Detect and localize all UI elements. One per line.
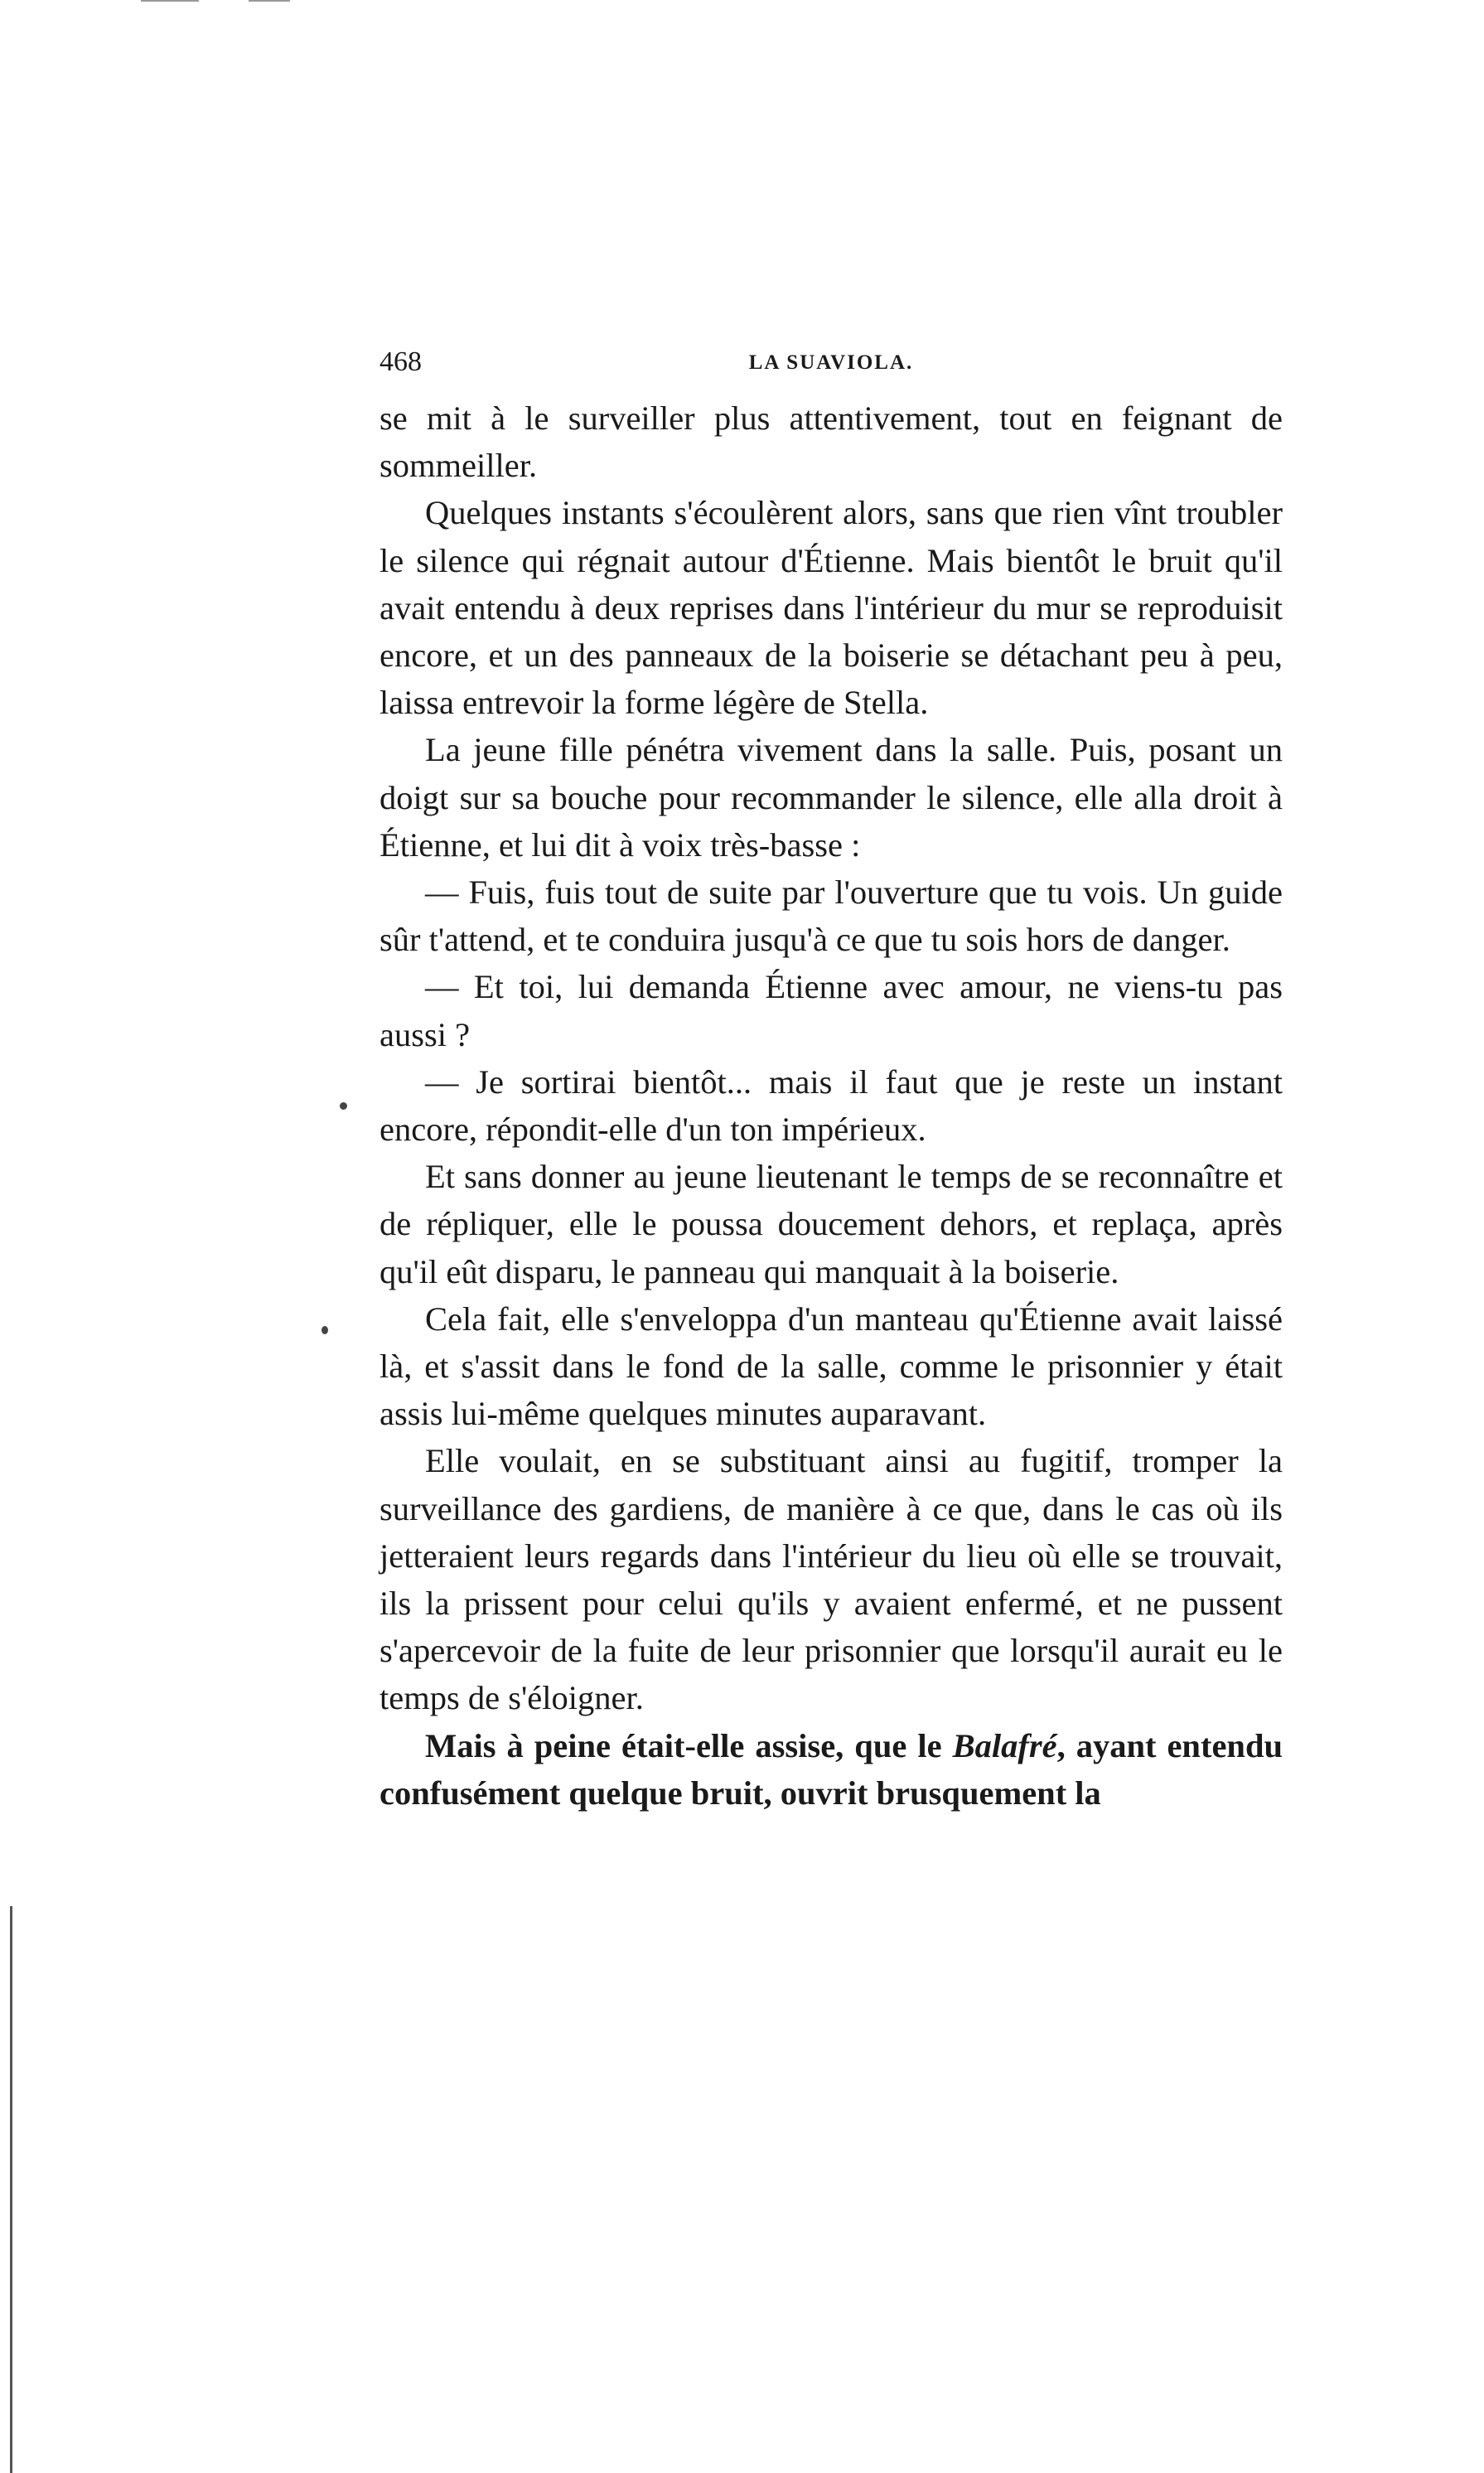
paragraph: La jeune fille pénétra vivement dans la salle. Puis, posant un doigt sur sa bouche pour recommander le silence, elle alla droit à Étienne, et lui dit à voix très-basse : [379, 731, 1283, 864]
paragraph: Et sans donner au jeune lieutenant le temps de se reconnaître et de répliquer, elle le poussa doucement dehors, et replaça, après qu'il eût disparu, le panneau qui manquait à la boiserie. [379, 1158, 1283, 1290]
paragraph: se mit à le surveiller plus attentivement, tout en feignant de sommeiller. [379, 399, 1283, 485]
dialogue-line: — Je sortirai bientôt... mais il faut que je reste un instant encore, répondit-elle d'un ton impérieux. [379, 1062, 1283, 1149]
page-number: 468 [379, 346, 422, 377]
scan-speck [340, 1102, 347, 1110]
scan-rule-top-left [141, 0, 199, 2]
text-run: , ayant entendu confusément quelque bruit, ouvrit brusquement la [379, 1726, 1283, 1812]
italic-name: Balafré [952, 1726, 1057, 1764]
scan-speck [321, 1326, 328, 1334]
paragraph: Cela fait, elle s'enveloppa d'un manteau qu'Étienne avait laissé là, et s'assit dans le fond de la salle, comme le prisonnier y était assis lui-même quelques minutes auparavant. [379, 1299, 1283, 1433]
body-text [379, 394, 1283, 1817]
dialogue-line: — Fuis, fuis tout de suite par l'ouverture que tu vois. Un guide sûr t'attend, et te conduira jusqu'à ce que tu sois hors de danger. [379, 874, 1283, 959]
paragraph-last [379, 1722, 1283, 1817]
paragraph: Quelques instants s'écoulèrent alors, sans que rien vînt troubler le silence qui régnait autour d'Étienne. Mais bientôt le bruit qu'il avait entendu à deux reprises dans l'intérieur du mur se reproduisit encore, et un des panneaux de la boiserie se détachant peu à peu, laissa entrevoir la forme légère de Stella. [379, 494, 1283, 722]
running-title: LA SUAVIOLA. [748, 351, 914, 374]
text-run: Mais à peine était-elle assise, que le [425, 1726, 953, 1764]
dialogue-line: — Et toi, lui demanda Étienne avec amour, ne viens-tu pas aussi ? [379, 968, 1283, 1053]
scan-page-edge [10, 1906, 12, 2473]
page-header [379, 346, 1283, 388]
scan-rule-top-right [249, 0, 290, 2]
paragraph: Elle voulait, en se substituant ainsi au fugitif, tromper la surveillance des gardiens, de manière à ce que, dans le cas où ils jetteraient leurs regards dans l'intérieur du lieu où elle se trouvait, ils la prissent pour celui qu'ils y avaient enfermé, et ne pussent s'apercevoir de la fuite de leur prisonnier que lorsqu'il aurait eu le temps de s'éloigner. [379, 1442, 1283, 1717]
